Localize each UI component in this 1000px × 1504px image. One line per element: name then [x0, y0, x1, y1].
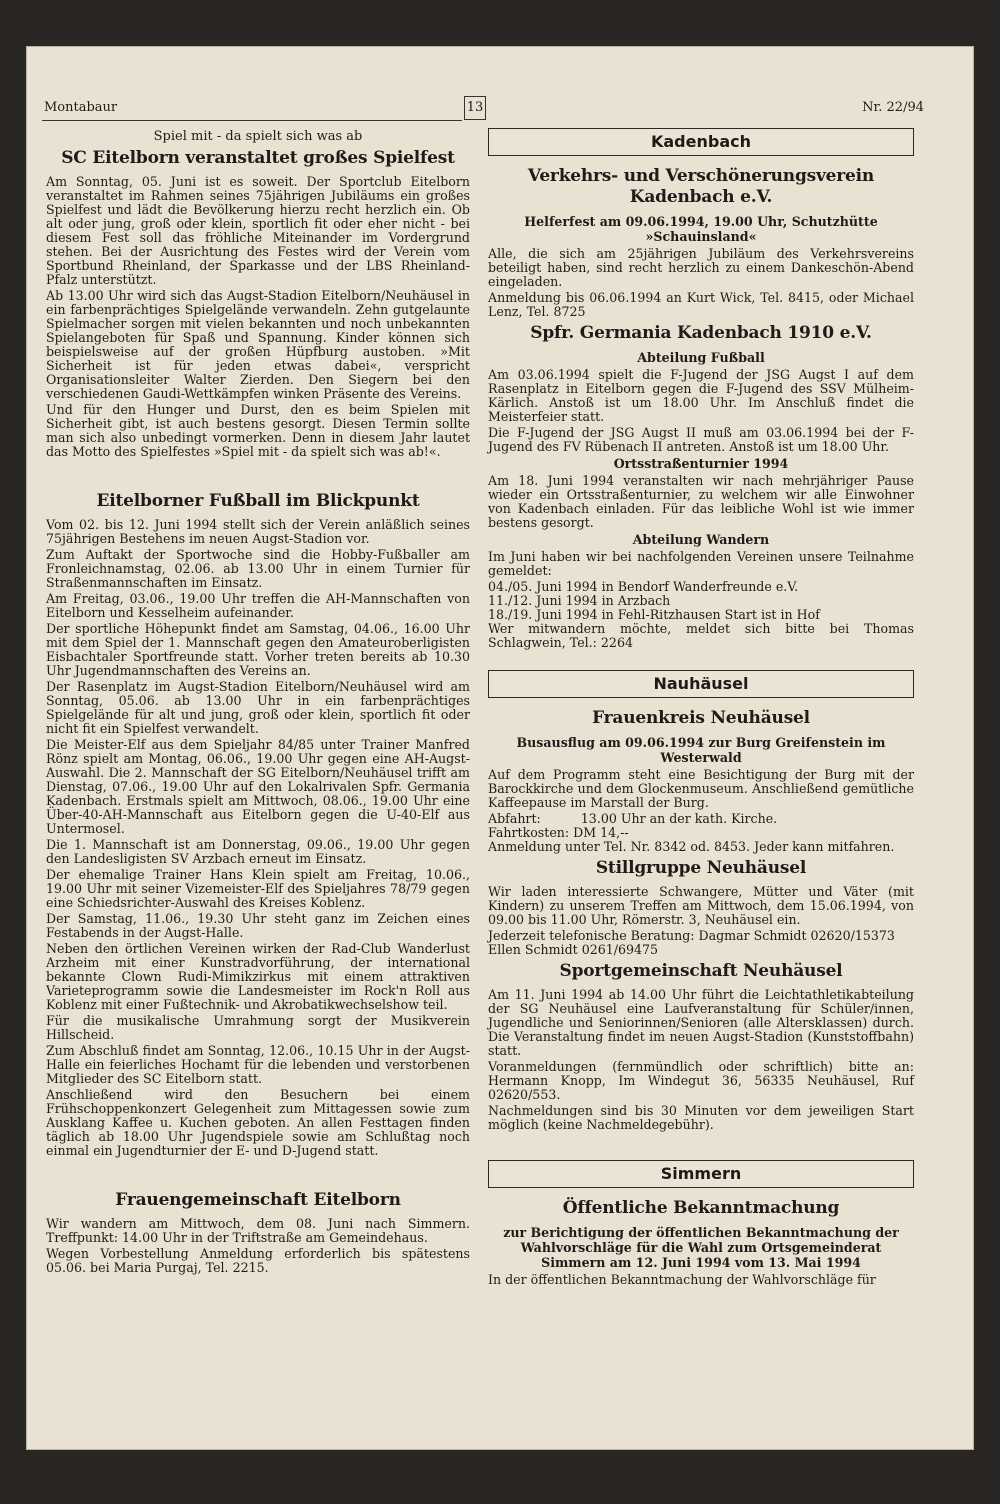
article-paragraph: Alle, die sich am 25jährigen Jubiläum des Verkehrsvereins beteiligt haben, sind recht herzlich zu einem Dankeschön-Abend eingeladen. — [488, 246, 914, 289]
article-subtitle: Busausflug am 09.06.1994 zur Burg Greifenstein im Westerwald — [516, 735, 886, 765]
article-paragraph: Die 1. Mannschaft ist am Donnerstag, 09.06., 19.00 Uhr gegen den Landesligisten SV Arzbach erneut im Einsatz. — [46, 837, 470, 866]
list-item: 18./19. Juni 1994 in Fehl-Ritzhausen Start ist in Hof — [488, 607, 820, 622]
page-number: 13 — [464, 96, 486, 120]
article-title-frauenkreis: Frauenkreis Neuhäusel — [592, 708, 810, 728]
article-paragraph: Anmeldung unter Tel. Nr. 8342 od. 8453. Jeder kann mitfahren. — [488, 839, 895, 854]
article-subtitle: Abteilung Fußball — [637, 350, 765, 365]
article-paragraph: Auf dem Programm steht eine Besichtigung der Burg mit der Barockkirche und dem Glockenmuseum. Anschließend gemütliche Kaffeepause im Marstall der Burg. — [488, 767, 914, 810]
article-paragraph: Die F-Jugend der JSG Augst II muß am 03.06.1994 bei der F-Jugend des FV Rübenach II antreten. Anstoß ist um 18.00 Uhr. — [488, 425, 914, 454]
article-paragraph: Im Juni haben wir bei nachfolgenden Vereinen unsere Teilnahme gemeldet: — [488, 549, 914, 578]
list-item: 04./05. Juni 1994 in Bendorf Wanderfreunde e.V. — [488, 579, 799, 594]
article-subtitle: Helferfest am 09.06.1994, 19.00 Uhr, Schutzhütte »Schauinsland« — [524, 214, 878, 244]
article-paragraph: Der sportliche Höhepunkt findet am Samstag, 04.06., 16.00 Uhr mit dem Spiel der 1. Mannschaft gegen den Amateuroberligisten Eisbachtaler Sportfreunde statt. Vorher treten bereits ab 10.30 Uhr Jugendmannschaften des Vereins an. — [46, 621, 470, 678]
article-paragraph: Wer mitwandern möchte, meldet sich bitte bei Thomas Schlagwein, Tel.: 2264 — [488, 621, 914, 650]
article-paragraph: Am 18. Juni 1994 veranstalten wir nach mehrjähriger Pause wieder ein Ortsstraßenturnier, zu welchem wir alle Einwohner von Kadenbach einladen. Für das leibliche Wohl ist wie immer bestens gesorgt. — [488, 473, 914, 530]
article-title-frauengemeinschaft: Frauengemeinschaft Eitelborn — [115, 1190, 401, 1210]
article-paragraph: Und für den Hunger und Durst, den es beim Spielen mit Sicherheit gibt, ist auch bestens gesorgt. Diesen Termin sollte man sich also unbedingt vormerken. Denn in diesem Jahr lautet das Motto des Spielfestes »Spiel mit - da spielt sich was ab!«. — [46, 402, 470, 459]
article-paragraph: Am Freitag, 03.06., 19.00 Uhr treffen die AH-Mannschaften von Eitelborn und Kesselheim aufeinander. — [46, 591, 470, 620]
article-paragraph: Anschließend wird den Besuchern bei einem Frühschoppenkonzert Gelegenheit zum Mittagessen sowie zum Ausklang Kaffee u. Kuchen geboten. An allen Festtagen finden täglich ab 18.00 Uhr Jugendspiele sowie am Schlußtag noch einmal ein Jugendturnier der E- und D-Jugend statt. — [46, 1087, 470, 1158]
header-rule — [42, 120, 462, 121]
article-paragraph: Nachmeldungen sind bis 30 Minuten vor dem jeweiligen Start möglich (keine Nachmeldegebühr). — [488, 1103, 914, 1132]
article-subtitle: zur Berichtigung der öffentlichen Bekanntmachung der Wahlvorschläge für die Wahl zum Ortsgemeinderat Simmern am 12. Juni 1994 vom 13. Mai 1994 — [503, 1225, 899, 1270]
article-paragraph: Der ehemalige Trainer Hans Klein spielt am Freitag, 10.06., 19.00 Uhr mit seiner Vizemeister-Elf des Spieljahres 78/79 gegen eine Schiedsrichter-Auswahl des Kreises Koblenz. — [46, 867, 470, 910]
section-box-neuhaeusel: Nauhäusel — [488, 670, 914, 698]
article-subtitle: Abteilung Wandern — [632, 532, 770, 547]
article-paragraph: Für die musikalische Umrahmung sorgt der Musikverein Hillscheid. — [46, 1013, 470, 1042]
page-header — [42, 96, 924, 122]
article-title-spielfest: SC Eitelborn veranstaltet großes Spielfest — [61, 148, 455, 168]
header-town: Montabaur — [44, 100, 118, 115]
list-item: 11./12. Juni 1994 in Arzbach — [488, 593, 671, 608]
article-paragraph: Ab 13.00 Uhr wird sich das Augst-Stadion Eitelborn/Neuhäusel in ein farbenprächtiges Spielgelände verwandeln. Zehn gutgelaunte Spielmacher sorgen mit vielen bekannten und noch unbekannten Spielangeboten für Spaß und Spannung. Kinder können sich beispielsweise auf der großen Hüpfburg austoben. »Mit Sicherheit ist für jeden etwas dabei«, verspricht Organisationsleiter Walter Zierden. Den Siegern bei den verschiedenen Gaudi-Wettkämpfen winken Präsente des Vereins. — [46, 288, 470, 401]
article-paragraph: Am 03.06.1994 spielt die F-Jugend der JSG Augst I auf dem Rasenplatz in Eitelborn gegen die F-Jugend des SSV Mülheim-Kärlich. Anstoß ist um 18.00 Uhr. Im Anschluß findet die Meisterfeier statt. — [488, 367, 914, 424]
article-paragraph: Vom 02. bis 12. Juni 1994 stellt sich der Verein anläßlich seines 75jährigen Bestehens im neuen Augst-Stadion vor. — [46, 517, 470, 546]
issue-number: Nr. 22/94 — [862, 100, 924, 115]
article-paragraph: Der Samstag, 11.06., 19.30 Uhr steht ganz im Zeichen eines Festabends in der Augst-Halle. — [46, 911, 470, 940]
article-paragraph: Am 11. Juni 1994 ab 14.00 Uhr führt die Leichtathletikabteilung der SG Neuhäusel eine Laufveranstaltung für Schüler/innen, Jugendliche und Seniorinnen/Senioren (alle Altersklassen) durch. Die Veranstaltung findet im neuen Augst-Stadion (Kunststoffbahn) statt. — [488, 987, 914, 1058]
article-paragraph: Wir laden interessierte Schwangere, Mütter und Väter (mit Kindern) zu unserem Treffen am Mittwoch, dem 15.06.1994, von 09.00 bis 11.00 Uhr, Römerstr. 3, Neuhäusel ein. — [488, 884, 914, 927]
article-title-bekanntmachung: Öffentliche Bekanntmachung — [562, 1198, 840, 1218]
article-paragraph: Anmeldung bis 06.06.1994 an Kurt Wick, Tel. 8415, oder Michael Lenz, Tel. 8725 — [488, 290, 914, 319]
article-paragraph: In der öffentlichen Bekanntmachung der Wahlvorschläge für — [488, 1272, 876, 1287]
article-title-fussball: Eitelborner Fußball im Blickpunkt — [96, 491, 420, 511]
article-paragraph: Voranmeldungen (fernmündlich oder schriftlich) bitte an: Hermann Knopp, Im Windegut 36, 56335 Neuhäusel, Ruf 02620/553. — [488, 1059, 914, 1102]
left-column — [46, 128, 470, 1277]
article-kicker: Spiel mit - da spielt sich was ab — [153, 129, 363, 144]
article-paragraph: Der Rasenplatz im Augst-Stadion Eitelborn/Neuhäusel wird am Sonntag, 05.06. ab 13.00 Uhr in ein farbenprächtiges Spielgelände für alt und jung, groß oder klein, sportlich fit oder nicht fit ein Spielfest verwandelt. — [46, 679, 470, 736]
article-paragraph: Neben den örtlichen Vereinen wirken der Rad-Club Wanderlust Arzheim mit einer Kunstradvorführung, der international bekannte Clown Rudi-Mimikzirkus mit einem attraktiven Varieteprogramm sowie die Landesmeister im Rock'n Roll aus Koblenz mit einer Fußtechnik- und Akrobatikwechselshow teil. — [46, 941, 470, 1012]
article-paragraph: Zum Abschluß findet am Sonntag, 12.06., 10.15 Uhr in der Augst-Halle ein feierliches Hochamt für die lebenden und verstorbenen Mitglieder des SC Eitelborn statt. — [46, 1043, 470, 1086]
article-title-sportgemeinschaft: Sportgemeinschaft Neuhäusel — [559, 961, 843, 981]
article-paragraph: Am Sonntag, 05. Juni ist es soweit. Der Sportclub Eitelborn veranstaltet im Rahmen seines 75jährigen Jubiläums ein großes Spielfest und lädt die Bevölkerung hierzu recht herzlich ein. Ob alt oder jung, groß oder klein, sportlich fit oder eher nicht - bei diesem Fest soll das fröhliche Miteinander im Vordergrund stehen. Bei der Ausrichtung des Festes wird der Verein vom Sportbund Rheinland, der Sparkasse und der LBS Rheinland-Pfalz unterstützt. — [46, 174, 470, 287]
info-line: Abfahrt: 13.00 Uhr an der kath. Kirche. — [488, 811, 778, 826]
section-box-simmern: Simmern — [488, 1160, 914, 1188]
info-line: Fahrtkosten: DM 14,-- — [488, 825, 629, 840]
article-paragraph: Die Meister-Elf aus dem Spieljahr 84/85 unter Trainer Manfred Rönz spielt am Montag, 06.06., 19.00 Uhr gegen eine AH-Augst-Auswahl. Die 2. Mannschaft der SG Eitelborn/Neuhäusel trifft am Dienstag, 07.06., 19.00 Uhr auf den Lokalrivalen Spfr. Germania Kadenbach. Erstmals spielt am Mittwoch, 08.06., 19.00 Uhr eine Über-40-AH-Mannschaft aus Eitelborn gegen die U-40-Elf aus Untermosel. — [46, 737, 470, 836]
article-subtitle: Ortsstraßenturnier 1994 — [613, 456, 789, 471]
article-title-verkehrsverein: Verkehrs- und Verschönerungsverein Kadenbach e.V. — [527, 166, 875, 207]
right-column — [488, 128, 914, 1289]
article-title-stillgruppe: Stillgruppe Neuhäusel — [595, 858, 807, 878]
section-box-kadenbach: Kadenbach — [488, 128, 914, 156]
article-paragraph: Wir wandern am Mittwoch, dem 08. Juni nach Simmern. Treffpunkt: 14.00 Uhr in der Triftstraße am Gemeindehaus. — [46, 1216, 470, 1245]
info-line: Ellen Schmidt 0261/69475 — [488, 942, 659, 957]
article-paragraph: Wegen Vorbestellung Anmeldung erforderlich bis spätestens 05.06. bei Maria Purgaj, Tel. 2215. — [46, 1246, 470, 1275]
article-title-germania: Spfr. Germania Kadenbach 1910 e.V. — [530, 323, 872, 343]
article-paragraph: Zum Auftakt der Sportwoche sind die Hobby-Fußballer am Fronleichnamstag, 02.06. ab 13.00 Uhr in einem Turnier für Straßenmannschaften im Einsatz. — [46, 547, 470, 590]
info-line: Jederzeit telefonische Beratung: Dagmar Schmidt 02620/15373 — [488, 928, 895, 943]
